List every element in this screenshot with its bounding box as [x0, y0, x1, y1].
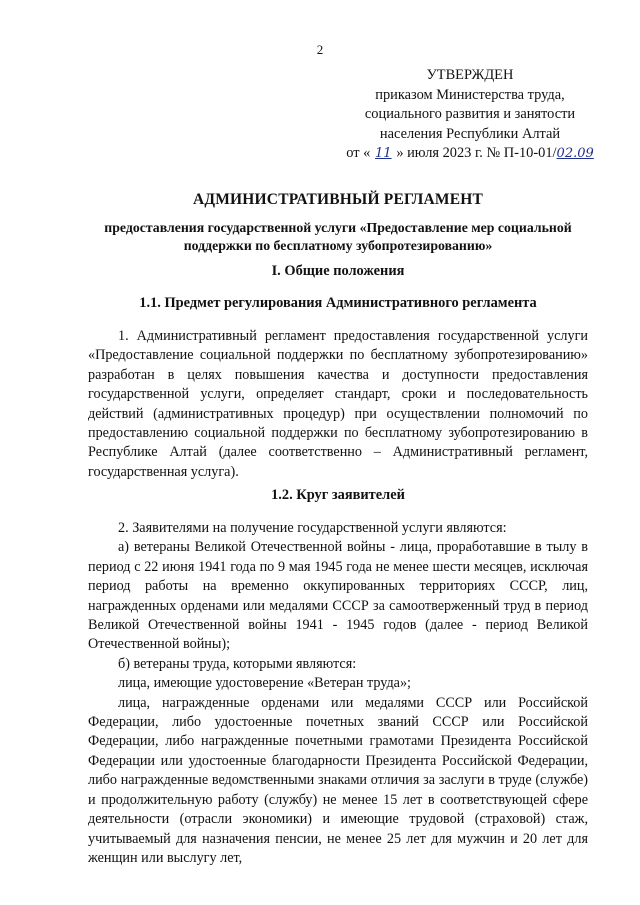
approval-ministry-line: социального развития и занятости — [364, 106, 576, 123]
paragraph-2: 2. Заявителями на получение государственной услуги являются: — [118, 520, 507, 536]
approval-order-line: приказом Министерства труда, — [375, 86, 565, 103]
document-title-block — [88, 190, 588, 255]
document-subtitle: предоставления государственной услуги «Предоставление мер социальной поддержки по бесплатному зубопротезированию» — [104, 220, 572, 254]
approval-date-line — [335, 144, 605, 164]
paragraph-a: а) ветераны Великой Отечественной войны - лица, проработавшие в тылу в период с 22 июня 1941 года по 9 мая 1945 года не менее шести месяцев, исключая период работы на временно оккупированных территориях СССР, лиц, награжденных орденами или медалями СССР за самоотверженный труд в период Великой Отечественной войны 1941 - 1945 годов (далее - период Великой Отечественной войны); — [88, 539, 588, 653]
subsection-heading-applicants: 1.2. Круг заявителей — [271, 487, 405, 503]
subsection-heading-subject: 1.1. Предмет регулирования Административного регламента — [139, 295, 537, 311]
handwritten-order-number: 02.09 — [556, 146, 594, 162]
paragraph-b2: лица, награжденные орденами или медалями СССР или Российской Федерации, либо удостоенные почетных званий СССР или Российской Федерации, либо награжденные почетными грамотами Президента Российской Федерации или удостоенные благодарности Президента Российской Федерации, либо награжденные ведомственными знаками отличия за заслуги в труде (службе) и продолжительную работу (службу) не менее 15 лет в соответствующей сфере деятельности (отрасли экономики) и имеющие трудовой (страховой) стаж, учитываемый для назначения пенсии, не менее 25 лет для мужчин и 20 лет для женщин или выслугу лет, — [88, 694, 588, 866]
approval-region-line: населения Республики Алтай — [379, 125, 561, 142]
applicants-body — [88, 519, 588, 868]
paragraph-b: б) ветераны труда, которыми являются: — [118, 655, 357, 672]
approval-block — [335, 66, 605, 164]
page-number: 2 — [316, 42, 324, 57]
approval-heading: УТВЕРЖДЕН — [426, 67, 514, 83]
date-prefix: от « — [346, 145, 371, 162]
paragraph-1-text: 1. Административный регламент предоставления государственной услуги «Предоставление социальной поддержки по бесплатному зубопротезированию» разработан в целях повышения качества и доступности предоставления государственной услуги, определяет стандарт, сроки и последовательность действий (административных процедур) при осуществлении полномочий по предоставлению социальной поддержки по бесплатному зубопротезированию в Республике Алтай (далее соответственно – Административный регламент, государственная услуга). — [88, 328, 588, 480]
section-heading-general: I. Общие положения — [271, 263, 405, 279]
handwritten-day: 11 — [375, 146, 392, 162]
date-middle: » июля 2023 г. № П-10-01/ — [396, 145, 557, 162]
paragraph-b1: лица, имеющие удостоверение «Ветеран труда»; — [118, 675, 411, 692]
document-title: АДМИНИСТРАТИВНЫЙ РЕГЛАМЕНТ — [192, 191, 484, 208]
paragraph-1 — [88, 327, 588, 482]
